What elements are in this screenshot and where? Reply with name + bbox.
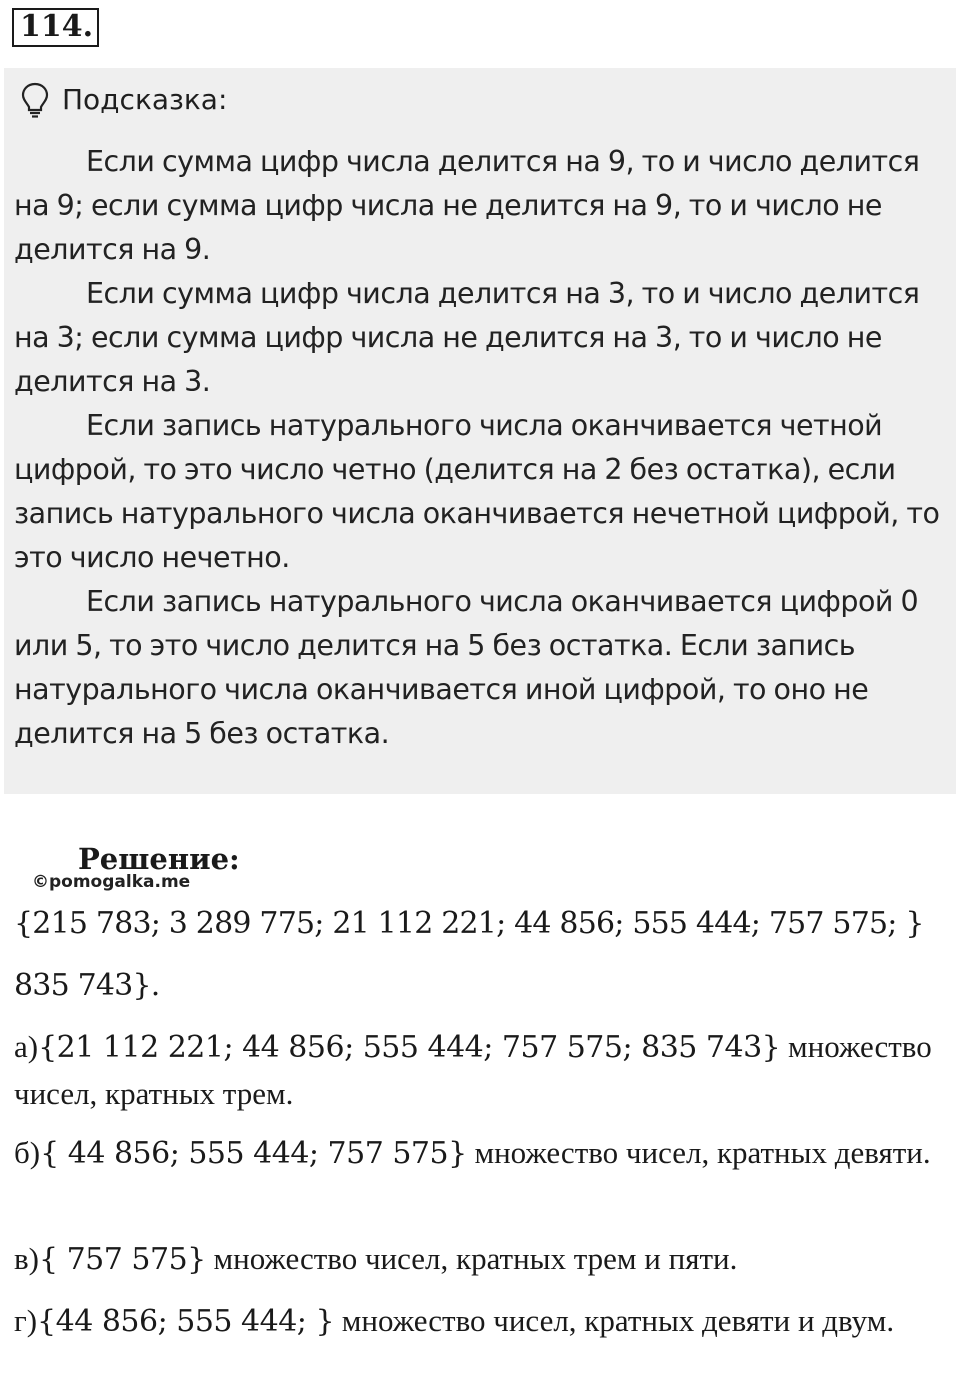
answer-text: множество чисел, кратных девяти. — [466, 1135, 931, 1170]
hint-paragraph: Если сумма цифр числа делится на 9, то и число делится на 9; если сумма цифр числа не делится на 9, то и число не делится на 9. — [14, 145, 920, 266]
hint-paragraph: Если запись натурального числа оканчивается четной цифрой, то это число четно (делится на 2 без остатка), если запись натурального числа оканчивается нечетной цифрой, то это число нечетно. — [14, 409, 940, 574]
answer-letter: а) — [14, 1029, 39, 1064]
solution-title: Решение: — [78, 842, 240, 876]
hint-paragraph: Если запись натурального числа оканчивается цифрой 0 или 5, то это число делится на 5 без остатка. Если запись натурального числа оканчивается иной цифрой, то оно не делится на 5 без остатка. — [14, 585, 919, 750]
hint-title: Подсказка: — [62, 83, 228, 116]
task-number: 114. — [12, 8, 99, 47]
given-set-line-2: 835 743}. — [14, 968, 160, 1003]
answer-text: множество чисел, кратных трем. — [14, 1029, 932, 1111]
answer-c — [14, 1236, 934, 1283]
hint-text — [14, 140, 944, 756]
answer-text: множество чисел, кратных трем и пяти. — [205, 1241, 738, 1276]
hint-paragraph: Если сумма цифр числа делится на 3, то и число делится на 3; если сумма цифр числа не делится на 3, то и число не делится на 3. — [14, 277, 920, 398]
answer-letter: в) — [14, 1241, 39, 1276]
answer-letter: б) — [14, 1135, 41, 1170]
answer-text: множество чисел, кратных девяти и двум. — [334, 1303, 895, 1338]
answer-set: {44 856; 555 444; } — [37, 1304, 335, 1339]
answer-set: {21 112 221; 44 856; 555 444; 757 575; 835 743} — [38, 1030, 781, 1065]
given-set-line-1: {215 783; 3 289 775; 21 112 221; 44 856; 555 444; 757 575; } — [14, 906, 924, 941]
answer-set: { 757 575} — [38, 1242, 206, 1277]
answer-b — [14, 1130, 934, 1177]
answer-letter: г) — [14, 1303, 38, 1338]
hint-box — [4, 68, 956, 794]
watermark: ©pomogalka.me — [32, 872, 191, 892]
lightbulb-icon — [20, 82, 50, 118]
answer-set: { 44 856; 555 444; 757 575} — [40, 1136, 467, 1171]
answer-a — [14, 1024, 934, 1117]
answer-d — [14, 1298, 934, 1345]
